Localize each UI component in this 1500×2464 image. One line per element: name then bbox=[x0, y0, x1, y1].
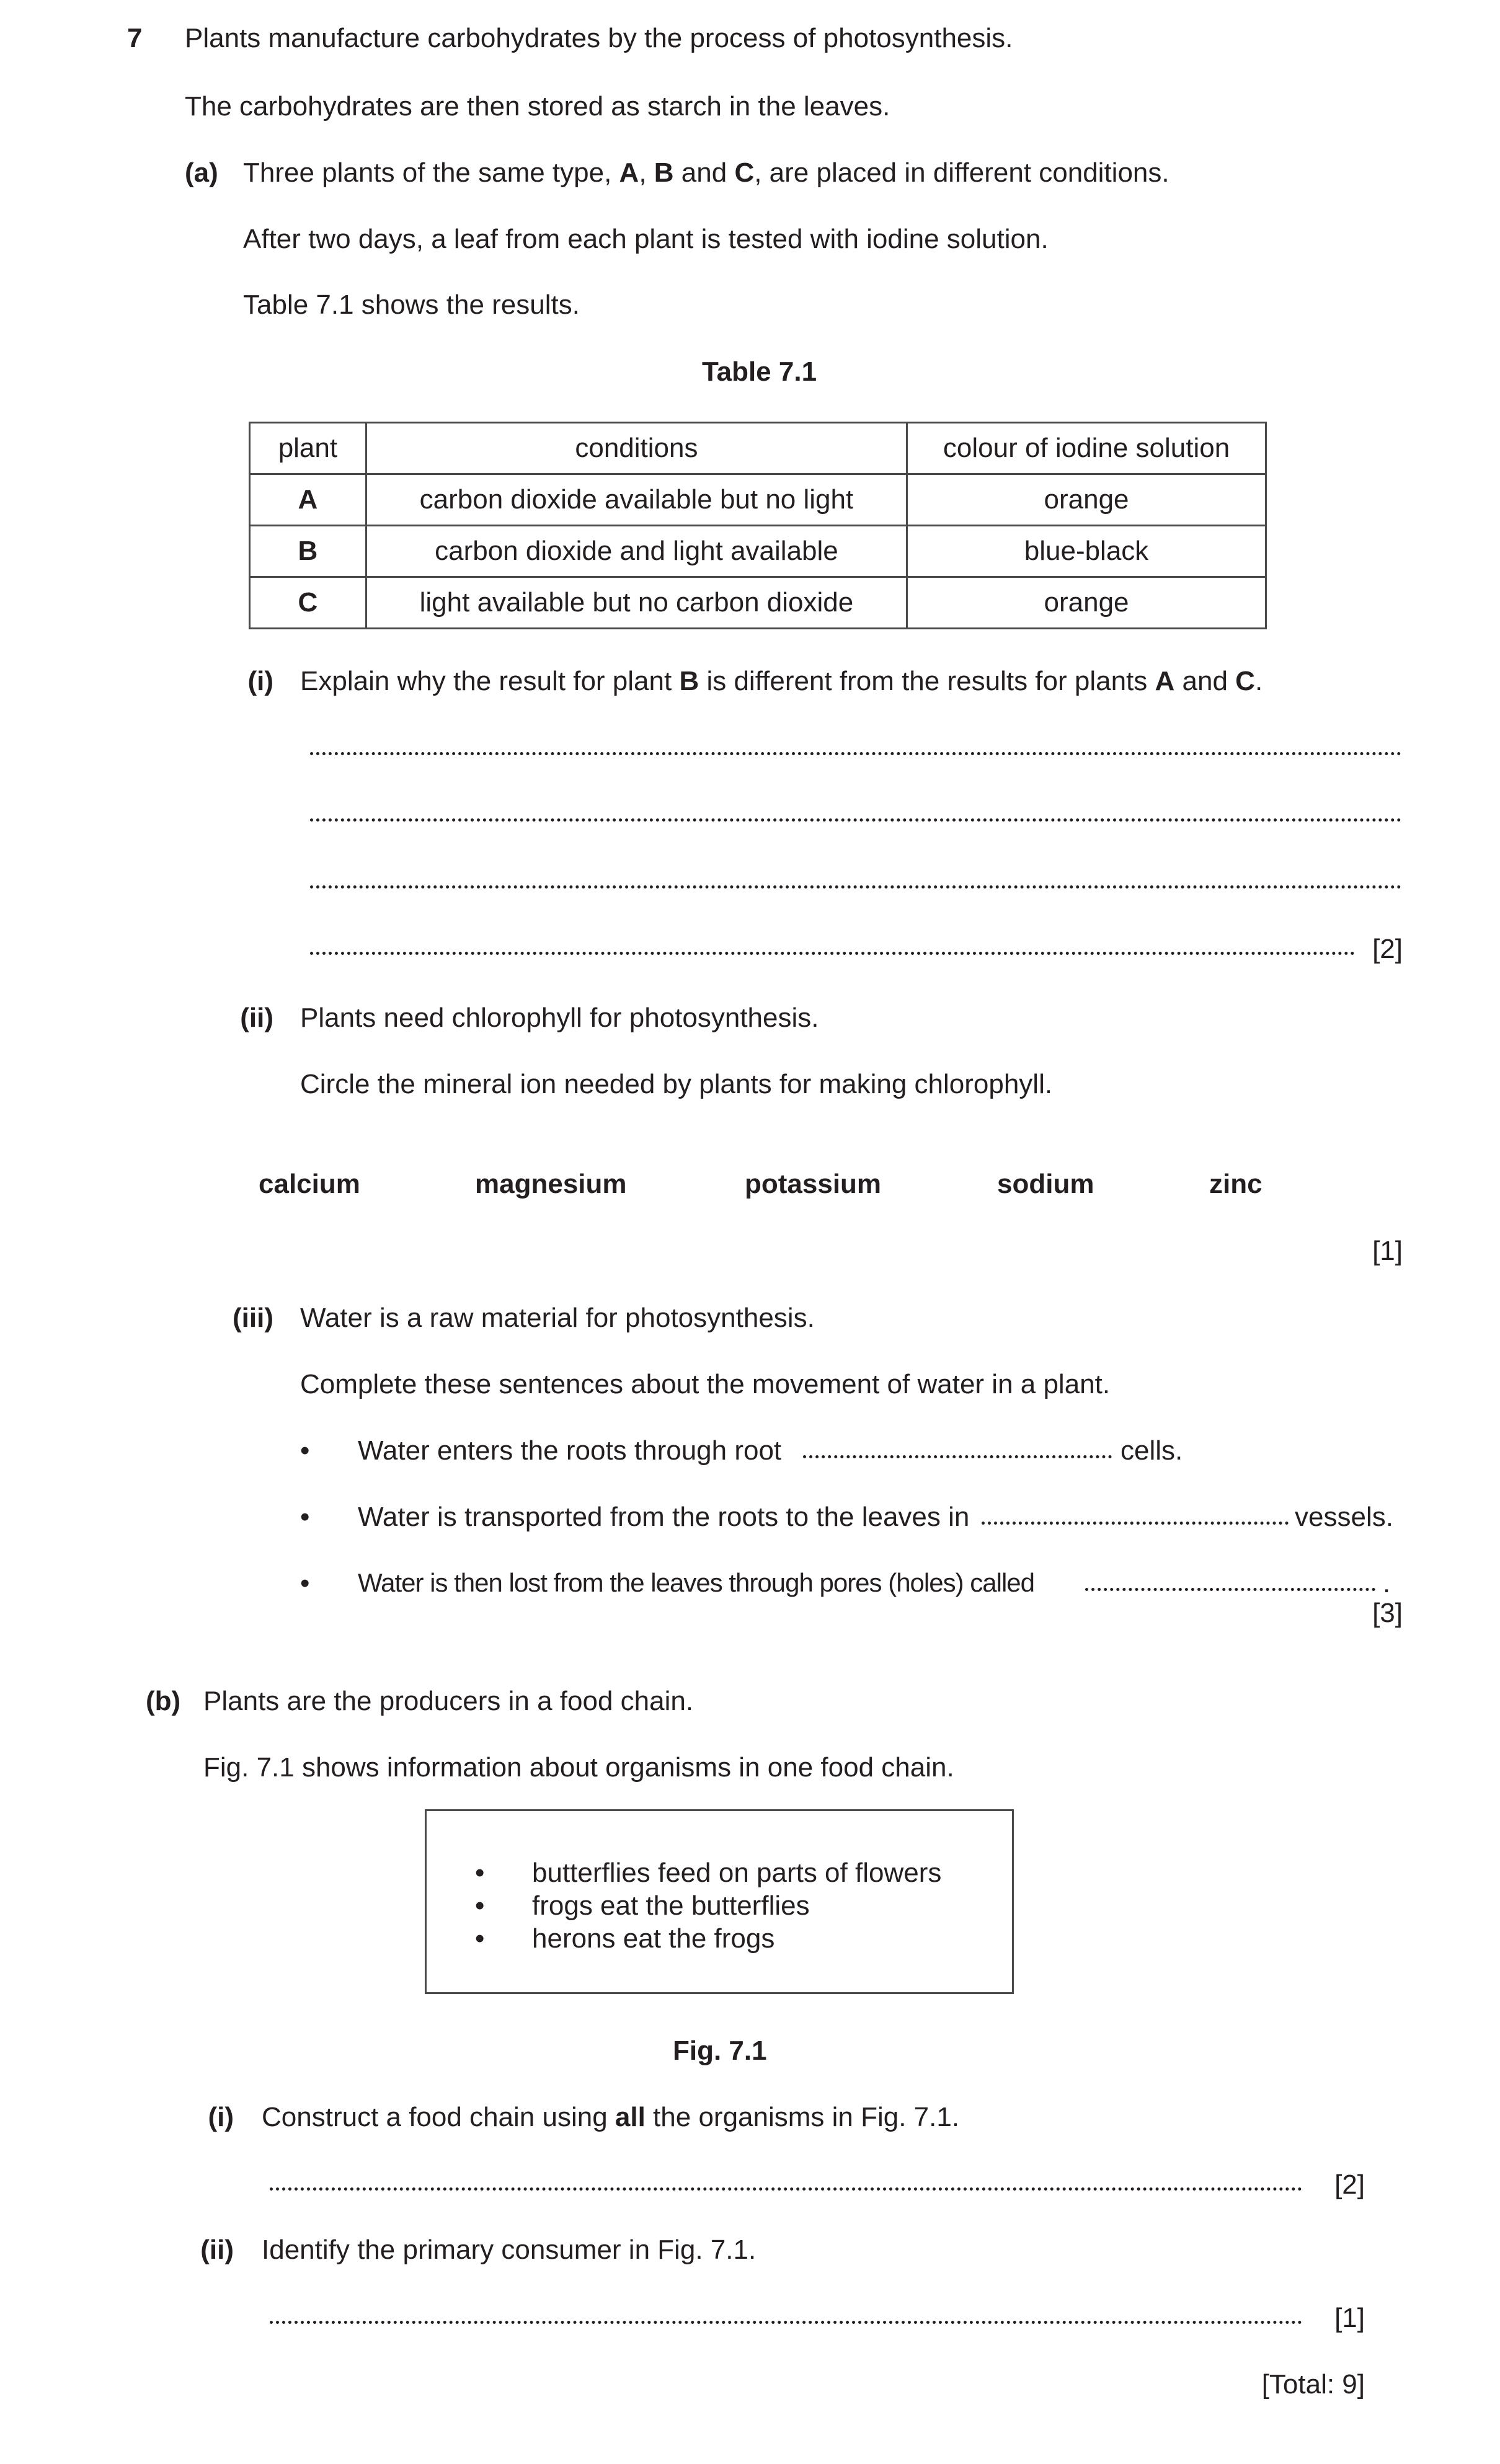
sep: , bbox=[639, 157, 654, 188]
figure-item: herons eat the frogs bbox=[532, 1923, 775, 1954]
part-a-ii-line-2: Circle the mineral ion needed by plants for making chlorophyll. bbox=[300, 1069, 1053, 1099]
plant-a-ref: A bbox=[619, 157, 639, 188]
table-row bbox=[250, 526, 1266, 577]
answer-line[interactable] bbox=[310, 818, 1401, 822]
q-end: . bbox=[1254, 666, 1263, 696]
header-conditions: conditions bbox=[366, 423, 907, 474]
part-b-line-1: Plants are the producers in a food chain. bbox=[203, 1686, 694, 1716]
answer-blank-2[interactable] bbox=[982, 1522, 1289, 1525]
table-header-row bbox=[250, 423, 1266, 474]
option-magnesium[interactable]: magnesium bbox=[475, 1169, 627, 1199]
bullet-icon: • bbox=[475, 1923, 485, 1954]
part-a-line-1-post: , are placed in different conditions. bbox=[754, 157, 1169, 188]
figure-caption: Fig. 7.1 bbox=[673, 2036, 767, 2066]
q-post: the organisms in Fig. 7.1. bbox=[645, 2102, 960, 2132]
mark-b-ii: [1] bbox=[1334, 2303, 1365, 2333]
mark-a-i: [2] bbox=[1372, 934, 1403, 964]
bullet-icon: • bbox=[475, 1858, 485, 1888]
part-b-i-question bbox=[262, 2104, 959, 2131]
results-table bbox=[249, 422, 1267, 629]
part-a-line-1 bbox=[243, 159, 1169, 187]
mark-b-i: [2] bbox=[1334, 2169, 1365, 2200]
figure-7-1-box bbox=[425, 1809, 1014, 1994]
part-b-label: (b) bbox=[146, 1686, 181, 1716]
part-a-i-question bbox=[300, 668, 1263, 695]
header-colour: colour of iodine solution bbox=[907, 423, 1266, 474]
sentence-2-start: Water is transported from the roots to the leaves in bbox=[358, 1502, 970, 1532]
part-b-line-2: Fig. 7.1 shows information about organisms in one food chain. bbox=[203, 1752, 954, 1783]
q-and: and bbox=[1174, 666, 1236, 696]
cell-colour: orange bbox=[907, 577, 1266, 629]
option-sodium[interactable]: sodium bbox=[997, 1169, 1094, 1199]
part-a-iii-line-2: Complete these sentences about the movement of water in a plant. bbox=[300, 1369, 1111, 1399]
intro-line-2: The carbohydrates are then stored as starch in the leaves. bbox=[185, 91, 890, 122]
and: and bbox=[673, 157, 735, 188]
part-a-line-2: After two days, a leaf from each plant is tested with iodine solution. bbox=[243, 224, 1049, 254]
plant-a-ref: A bbox=[1155, 666, 1175, 696]
bullet-icon: • bbox=[300, 1568, 310, 1598]
sentence-2-end: vessels. bbox=[1295, 1502, 1393, 1532]
answer-line[interactable] bbox=[310, 752, 1401, 755]
part-b-ii-question: Identify the primary consumer in Fig. 7.1. bbox=[262, 2235, 757, 2265]
answer-blank-3[interactable] bbox=[1085, 1588, 1375, 1591]
plant-c-ref: C bbox=[1235, 666, 1255, 696]
mark-a-iii: [3] bbox=[1372, 1598, 1403, 1628]
part-a-line-3: Table 7.1 shows the results. bbox=[243, 290, 580, 320]
question-number: 7 bbox=[127, 23, 143, 53]
part-a-ii-line-1: Plants need chlorophyll for photosynthesis. bbox=[300, 1003, 819, 1033]
intro-line-1: Plants manufacture carbohydrates by the process of photosynthesis. bbox=[185, 23, 1013, 53]
plant-c-ref: C bbox=[734, 157, 755, 188]
q-bold: all bbox=[615, 2102, 646, 2132]
mark-a-ii: [1] bbox=[1372, 1236, 1403, 1266]
part-a-line-1-pre: Three plants of the same type, bbox=[243, 157, 619, 188]
cell-plant: A bbox=[250, 474, 366, 526]
part-a-label: (a) bbox=[185, 157, 218, 188]
option-potassium[interactable]: potassium bbox=[745, 1169, 882, 1199]
option-zinc[interactable]: zinc bbox=[1209, 1169, 1263, 1199]
part-a-i-label: (i) bbox=[247, 666, 273, 696]
answer-line[interactable] bbox=[270, 2321, 1302, 2324]
plant-b-ref: B bbox=[679, 666, 699, 696]
cell-plant: C bbox=[250, 577, 366, 629]
option-calcium[interactable]: calcium bbox=[259, 1169, 360, 1199]
part-a-iii-line-1: Water is a raw material for photosynthesis. bbox=[300, 1303, 815, 1333]
part-a-ii-label: (ii) bbox=[240, 1003, 273, 1033]
table-row bbox=[250, 577, 1266, 629]
part-b-i-label: (i) bbox=[208, 2102, 234, 2132]
q-pre: Construct a food chain using bbox=[262, 2102, 615, 2132]
sentence-1-start: Water enters the roots through root bbox=[358, 1435, 782, 1466]
q-pre: Explain why the result for plant bbox=[300, 666, 680, 696]
bullet-icon: • bbox=[475, 1890, 485, 1921]
figure-item: butterflies feed on parts of flowers bbox=[532, 1858, 942, 1888]
table-caption: Table 7.1 bbox=[702, 357, 817, 387]
answer-blank-1[interactable] bbox=[803, 1455, 1112, 1458]
answer-line[interactable] bbox=[270, 2187, 1302, 2191]
answer-line[interactable] bbox=[310, 952, 1355, 955]
header-plant: plant bbox=[250, 423, 366, 474]
figure-item: frogs eat the butterflies bbox=[532, 1890, 810, 1921]
cell-conditions: light available but no carbon dioxide bbox=[366, 577, 907, 629]
table-row bbox=[250, 474, 1266, 526]
plant-b-ref: B bbox=[654, 157, 674, 188]
part-a-iii-label: (iii) bbox=[233, 1303, 273, 1333]
bullet-icon: • bbox=[300, 1435, 310, 1466]
cell-conditions: carbon dioxide available but no light bbox=[366, 474, 907, 526]
cell-conditions: carbon dioxide and light available bbox=[366, 526, 907, 577]
total-marks: [Total: 9] bbox=[1261, 2369, 1365, 2400]
cell-colour: orange bbox=[907, 474, 1266, 526]
q-mid: is different from the results for plants bbox=[699, 666, 1155, 696]
sentence-1-end: cells. bbox=[1121, 1435, 1183, 1466]
sentence-3-start: Water is then lost from the leaves through pores (holes) called bbox=[358, 1568, 1034, 1597]
sentence-3-end: . bbox=[1383, 1568, 1391, 1598]
bullet-icon: • bbox=[300, 1502, 310, 1532]
cell-colour: blue-black bbox=[907, 526, 1266, 577]
cell-plant: B bbox=[250, 526, 366, 577]
part-b-ii-label: (ii) bbox=[200, 2235, 234, 2265]
answer-line[interactable] bbox=[310, 885, 1401, 889]
